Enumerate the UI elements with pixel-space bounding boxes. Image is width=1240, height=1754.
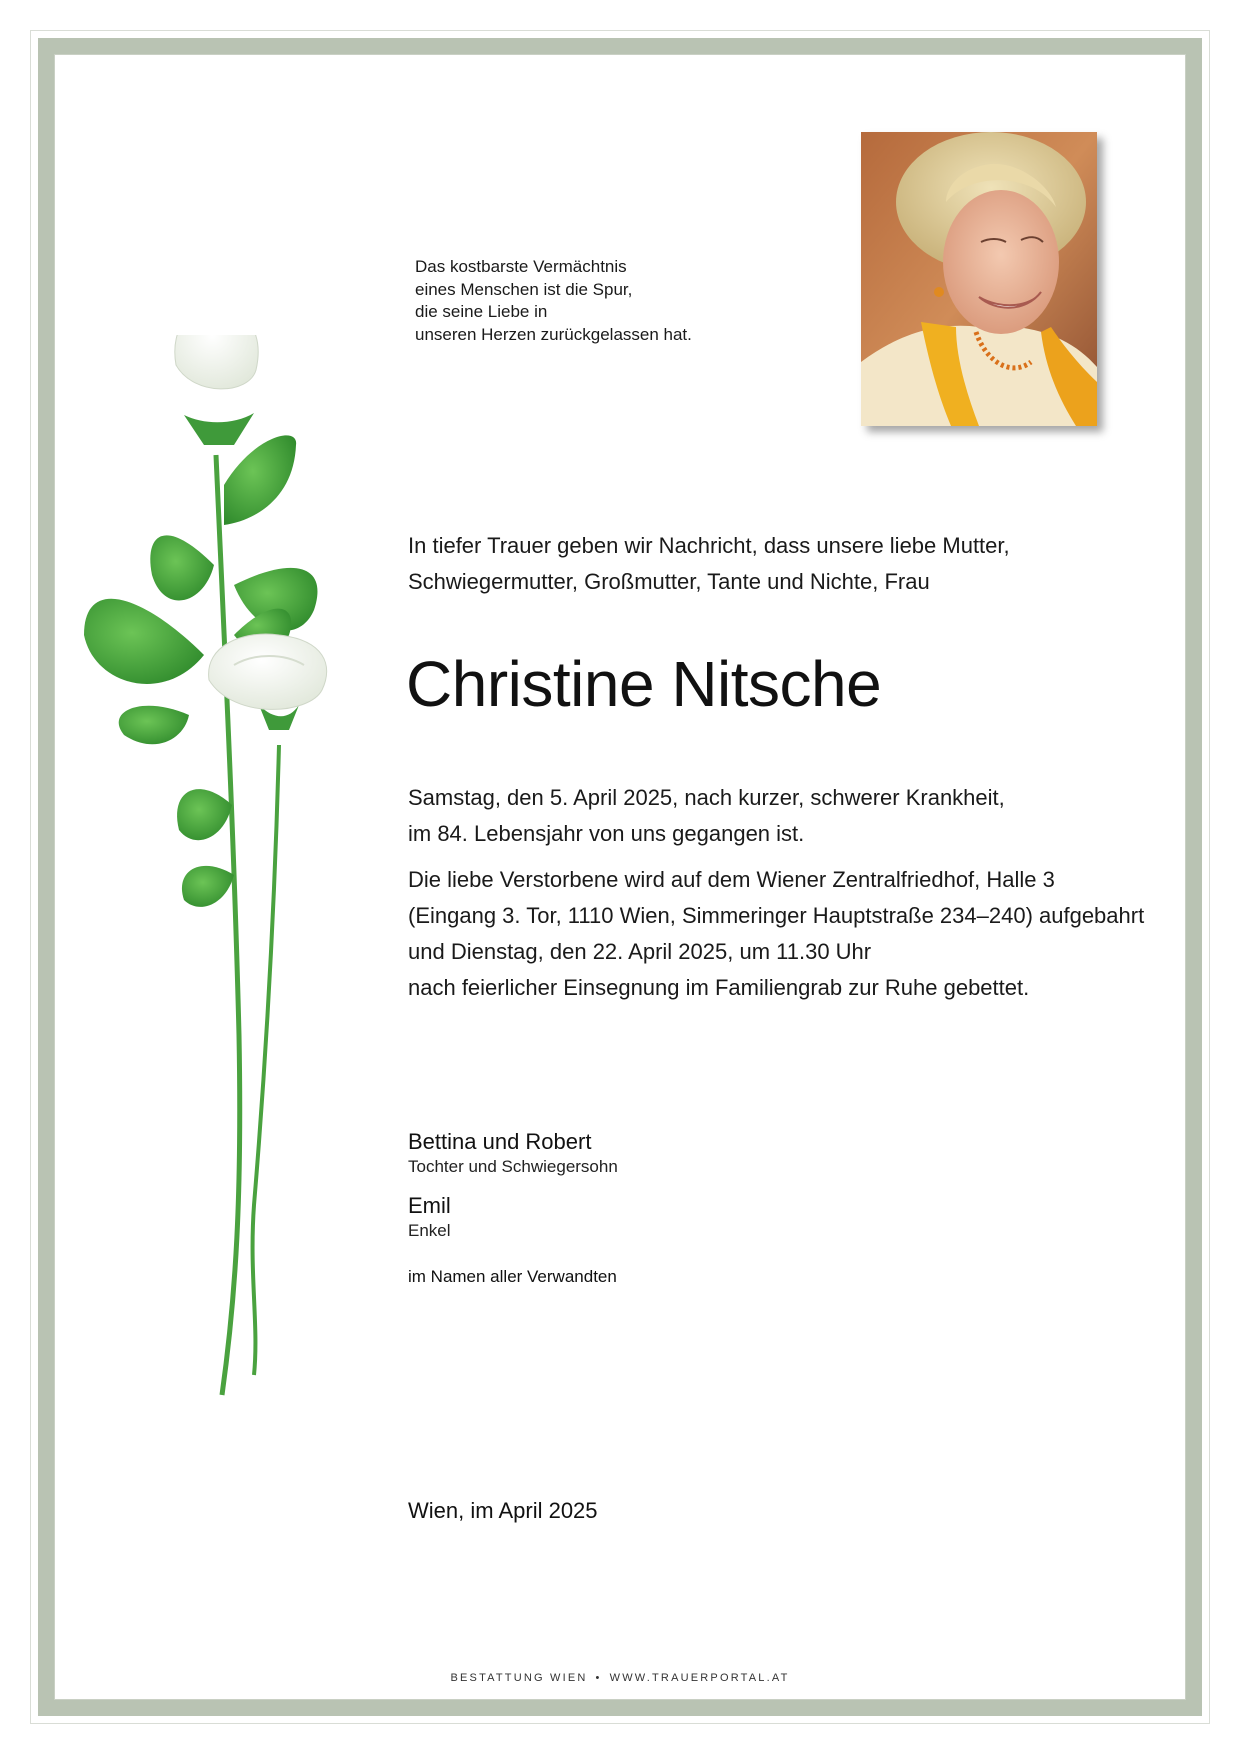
mourner-relation: Tochter und Schwiegersohn — [408, 1157, 618, 1176]
footer-company: BESTATTUNG WIEN — [450, 1672, 588, 1684]
death-paragraph — [408, 780, 1188, 852]
details-line: Die liebe Verstorbene wird auf dem Wiener Zentralfriedhof, Halle 3 — [408, 867, 1055, 892]
footer-website-link[interactable]: WWW.TRAUERPORTAL.AT — [609, 1672, 790, 1684]
details-line: im 84. Lebensjahr von uns gegangen ist. — [408, 821, 805, 846]
mourner-relation: Enkel — [408, 1221, 451, 1240]
details-line: und Dienstag, den 22. April 2025, um 11.30 Uhr — [408, 939, 872, 964]
deceased-name: Christine Nitsche — [406, 648, 882, 720]
place-and-date: Wien, im April 2025 — [408, 1498, 598, 1523]
footer-credit — [0, 1672, 1240, 1684]
footer-separator: • — [595, 1672, 602, 1684]
memorial-quote — [415, 256, 755, 346]
quote-line: Das kostbarste Vermächtnis — [415, 257, 627, 276]
announcement-intro — [408, 528, 1168, 600]
quote-line: die seine Liebe in — [415, 302, 548, 321]
intro-line: Schwiegermutter, Großmutter, Tante und Nichte, Frau — [408, 569, 930, 594]
mourner-name: Emil — [408, 1193, 451, 1218]
details-line: nach feierlicher Einsegnung im Familiengrab zur Ruhe gebettet. — [408, 975, 1030, 1000]
death-and-funeral-details — [408, 780, 1188, 1016]
intro-line: In tiefer Trauer geben wir Nachricht, dass unsere liebe Mutter, — [408, 533, 1010, 558]
funeral-paragraph — [408, 862, 1188, 1006]
mourner-entry — [408, 1128, 908, 1178]
details-line: Samstag, den 5. April 2025, nach kurzer, schwerer Krankheit, — [408, 785, 1005, 810]
mourners-list — [408, 1128, 908, 1288]
quote-line: unseren Herzen zurückgelassen hat. — [415, 324, 692, 344]
mourner-entry — [408, 1192, 908, 1242]
quote-line: eines Menschen ist die Spur, — [415, 279, 633, 299]
portrait-photo — [861, 132, 1097, 426]
on-behalf-note: im Namen aller Verwandten — [408, 1267, 617, 1286]
mourner-name: Bettina und Robert — [408, 1129, 592, 1154]
white-rose-illustration — [84, 335, 364, 1415]
details-line: (Eingang 3. Tor, 1110 Wien, Simmeringer Hauptstraße 234–240) aufgebahrt — [408, 903, 1145, 928]
